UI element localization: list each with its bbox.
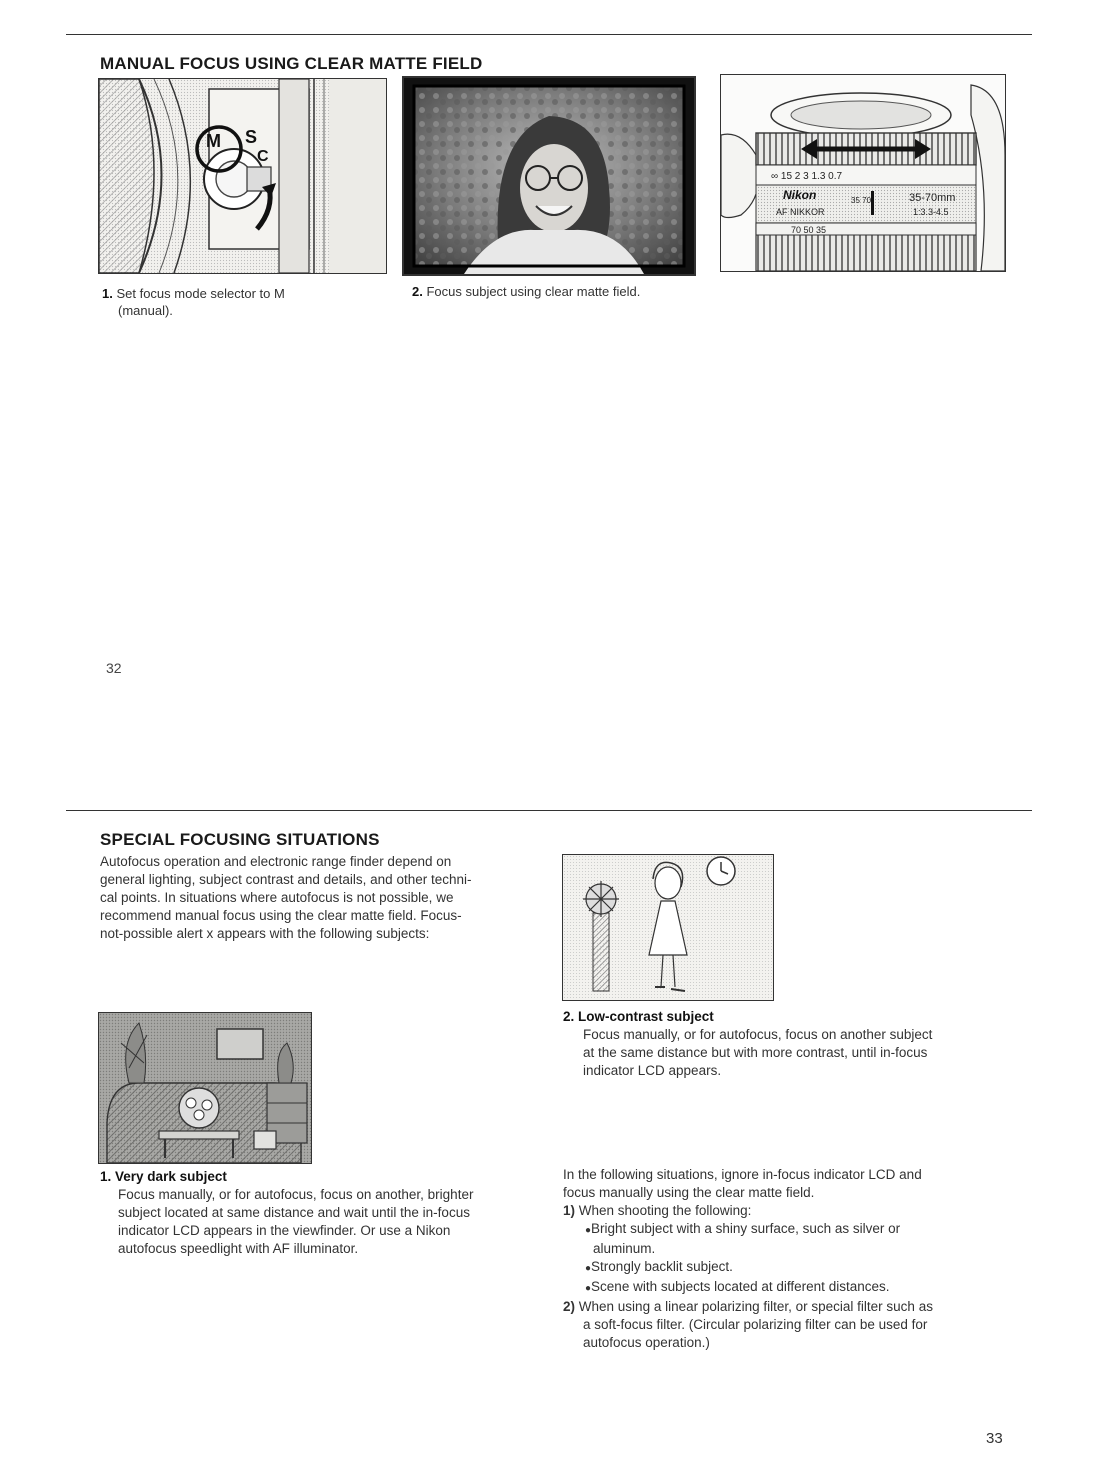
intro-line: Autofocus operation and electronic range finder depend on (100, 854, 452, 869)
page-number-33: 33 (986, 1430, 1003, 1447)
manual-focus-heading: MANUAL FOCUS USING CLEAR MATTE FIELD (100, 54, 483, 73)
viewfinder-photo (402, 76, 696, 276)
bullet-icon: ● (585, 1263, 592, 1274)
selector-c-label: C (257, 148, 269, 165)
step2-text: Focus subject using clear matte field. (426, 284, 641, 299)
lens-focal-length: 35-70mm (909, 192, 956, 204)
item2-line: indicator LCD appears. (583, 1063, 722, 1078)
zoom-scale: 70 50 35 (791, 225, 827, 235)
item1-line: autofocus speedlight with AF illuminator. (118, 1241, 359, 1256)
lens-aperture: 1:3.3-4.5 (913, 207, 949, 217)
zoom-lens-drawing (721, 75, 1005, 271)
bullet-continuation: aluminum. (593, 1241, 656, 1256)
bullet-item (563, 1278, 1013, 1298)
ignore-item-2-line: a soft-focus filter. (Circular polarizing filter can be used for (583, 1317, 928, 1332)
intro-line: not-possible alert x appears with the following subjects: (100, 926, 430, 941)
ignore-item-1-text: When shooting the following: (578, 1203, 752, 1218)
item2-title (563, 1008, 1003, 1026)
intro-line: general lighting, subject contrast and details, and other techni- (100, 872, 472, 887)
lens-mount-label: AF NIKKOR (776, 207, 825, 217)
ignore-item-1-number: 1) (563, 1203, 576, 1218)
bullet-item (563, 1258, 1013, 1278)
item1-line: Focus manually, or for autofocus, focus on another, brighter (118, 1187, 474, 1202)
zoom-index: 35 70 (851, 196, 872, 205)
ignore-intro-line: focus manually using the clear matte field. (563, 1185, 815, 1200)
top-rule (66, 34, 1032, 35)
low-contrast-subject-illustration (562, 854, 774, 1001)
item2-line: at the same distance but with more contrast, until in-focus (583, 1045, 928, 1060)
item1-title (100, 1168, 540, 1186)
special-focusing-heading: SPECIAL FOCUSING SITUATIONS (100, 830, 380, 849)
ignore-lcd-section (563, 1166, 1013, 1352)
item2-line: Focus manually, or for autofocus, focus on another subject (583, 1027, 933, 1042)
ignore-item-2-number: 2) (563, 1299, 576, 1314)
focus-mode-selector-illustration (98, 78, 387, 274)
item2-number: 2. (563, 1009, 575, 1024)
bullet-icon: ● (585, 1283, 592, 1294)
item1-line: indicator LCD appears in the viewfinder. Or use a Nikon (118, 1223, 451, 1238)
bullet-text: Bright subject with a shiny surface, such as silver or (591, 1221, 901, 1236)
selector-s-label: S (245, 127, 258, 147)
ignore-item-2-text: When using a linear polarizing filter, or special filter such as (578, 1299, 933, 1314)
item1-line: subject located at same distance and wait until the in-focus (118, 1205, 470, 1220)
woman-and-plant-drawing (563, 855, 773, 1000)
camera-body-drawing (99, 79, 386, 273)
step1-caption (102, 285, 402, 319)
bullet-text: Scene with subjects located at different distances. (591, 1279, 890, 1294)
ignore-item-1 (563, 1202, 1013, 1220)
item1-number: 1. (100, 1169, 112, 1184)
lens-focus-ring-illustration (720, 74, 1006, 272)
item2-title-text: Low-contrast subject (578, 1009, 714, 1024)
intro-line: cal points. In situations where autofocus is not possible, we (100, 890, 454, 905)
lens-brand: Nikon (783, 188, 817, 202)
bottom-rule (66, 810, 1032, 811)
ignore-intro-line: In the following situations, ignore in-focus indicator LCD and (563, 1167, 922, 1182)
step1-number: 1. (102, 286, 113, 301)
item2-low-contrast (563, 1008, 1003, 1080)
very-dark-subject-illustration (98, 1012, 312, 1164)
item1-very-dark (100, 1168, 540, 1258)
selector-m-label: M (206, 131, 221, 151)
step1-text-line2: (manual). (118, 303, 173, 318)
bullet-item (563, 1220, 1013, 1240)
portrait-photo (404, 78, 694, 274)
special-focusing-intro (100, 853, 540, 943)
item1-title-text: Very dark subject (115, 1169, 227, 1184)
bullet-icon: ● (585, 1225, 592, 1236)
distance-scale: ∞ 15 2 3 1.3 0.7 (771, 171, 843, 182)
step2-caption (412, 283, 712, 300)
ignore-item-2 (563, 1298, 1013, 1316)
step2-number: 2. (412, 284, 423, 299)
bullet-text: Strongly backlit subject. (591, 1259, 733, 1274)
ignore-item-2-line: autofocus operation.) (583, 1335, 710, 1350)
step1-text-line1: Set focus mode selector to M (116, 286, 285, 301)
intro-line: recommend manual focus using the clear matte field. Focus- (100, 908, 462, 923)
dark-room-drawing (99, 1013, 311, 1163)
page-number-32: 32 (106, 660, 122, 676)
